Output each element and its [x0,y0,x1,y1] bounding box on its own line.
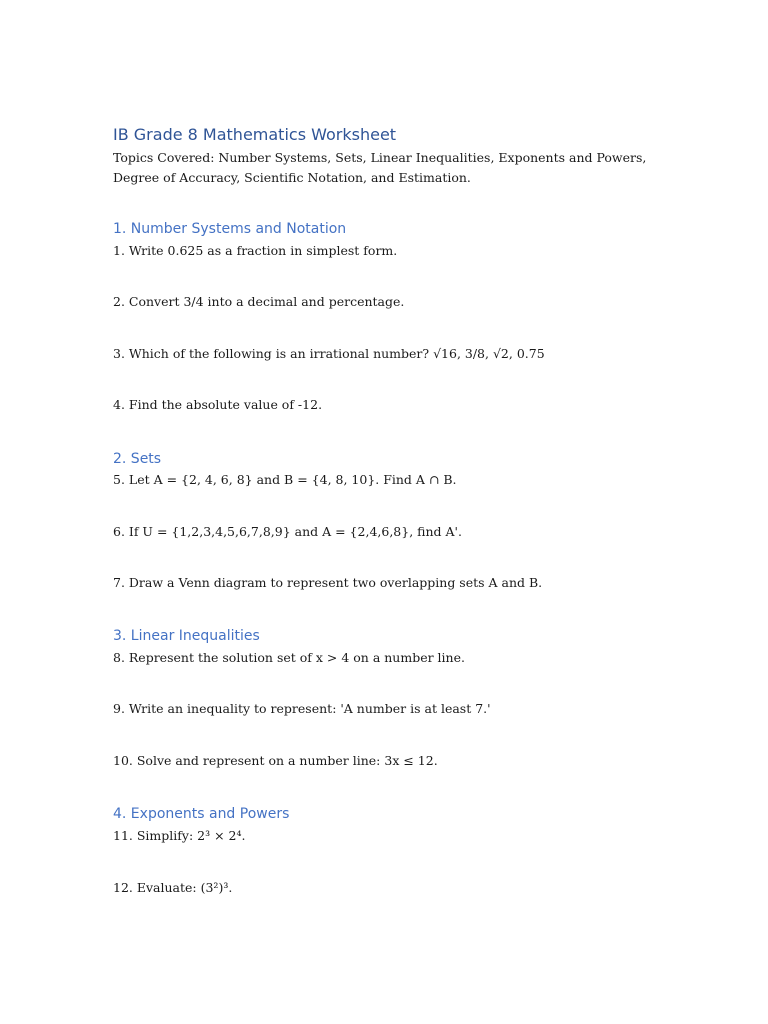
question-4: 4. Find the absolute value of -12. [113,397,323,412]
section-heading: 3. Linear Inequalities [113,628,260,644]
question-9: 9. Write an inequality to represent: 'A number is at least 7.' [113,701,491,716]
section-number-systems [113,219,658,414]
question-12: 12. Evaluate: (3²)³. [113,880,233,895]
section-heading: 4. Exponents and Powers [113,806,290,822]
question-10: 10. Solve and represent on a number line: 3x ≤ 12. [113,753,438,768]
question-3: 3. Which of the following is an irrational number? √16, 3/8, √2, 0.75 [113,346,545,361]
topics-intro: Topics Covered: Number Systems, Sets, Linear Inequalities, Exponents and Powers, Degree of Accuracy, Scientific Notation, and Estimation. [113,150,647,185]
section-heading: 1. Number Systems and Notation [113,221,347,237]
section-sets [113,449,658,592]
worksheet-page [113,124,658,897]
document-title: IB Grade 8 Mathematics Worksheet [113,125,397,144]
question-11: 11. Simplify: 2³ × 2⁴. [113,828,246,843]
question-8: 8. Represent the solution set of x > 4 on a number line. [113,650,465,665]
section-exponents-and-powers [113,804,658,897]
question-5: 5. Let A = {2, 4, 6, 8} and B = {4, 8, 10}. Find A ∩ B. [113,472,457,487]
question-2: 2. Convert 3/4 into a decimal and percentage. [113,294,405,309]
question-7: 7. Draw a Venn diagram to represent two overlapping sets A and B. [113,575,543,590]
question-1: 1. Write 0.625 as a fraction in simplest form. [113,243,398,258]
section-linear-inequalities [113,626,658,770]
question-6: 6. If U = {1,2,3,4,5,6,7,8,9} and A = {2,4,6,8}, find A'. [113,524,462,539]
section-heading: 2. Sets [113,451,162,467]
